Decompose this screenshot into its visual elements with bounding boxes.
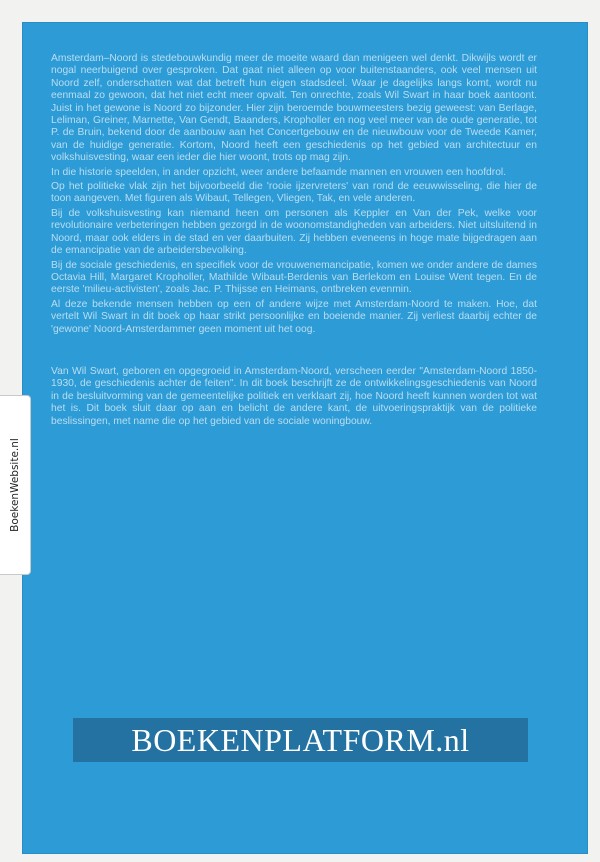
author-note: Van Wil Swart, geboren en opgegroeid in Amsterdam-Noord, verscheen eerder "Amsterdam-Noord 1850-1930, de geschiedenis achter de feiten". In dit boek beschrijft ze de ontwikkelingsgeschiedenis van Noord in de besluitvorming van de gemeentelijke politiek en verklaart zij, hoe Noord heeft kunnen worden tot wat het is. Dit boek sluit daar op aan en belicht de andere kant, de uitvoeringspraktijk van de politieke beslissingen, met name die op het gebied van de sociale woningbouw. xyxy=(51,365,537,427)
blurb-paragraph-6: Al deze bekende mensen hebben op een of andere wijze met Amsterdam-Noord te maken. Hoe, dat vertelt Wil Swart in dit boek op haar strikt persoonlijke en boeiende manier. Zij verliest daarbij echter de 'gewone' Noord-Amsterdammer geen moment uit het oog. xyxy=(51,298,537,335)
blurb-paragraph-2: In die historie speelden, in ander opzicht, weer andere befaamde mannen en vrouwen een hoofdrol. xyxy=(51,166,507,178)
blurb-paragraph-1: Amsterdam–Noord is stedebouwkundig meer de moeite waard dan menigeen wel denkt. Dikwijls wordt er nogal neerbuigend over gesproken. Dat gaat niet alleen op voor buitenstaanders, ook veel mensen uit Noord zelf, onderschatten wat dat betreft hun eigen stadsdeel. Waar je dagelijks langs komt, wordt nu eenmaal zo gewoon, dat het niet echt meer opvalt. Ten onrechte, zoals Wil Swart in haar boek aantoont. Juist in het gewone is Noord zo bijzonder. Hier zijn beroemde bouwmeesters bezig geweest: van Berlage, Leliman, Greiner, Marnette, Van Gendt, Baanders, Kropholler en nog veel meer van de oude generatie, tot P. de Bruin, bekend door de aanbouw aan het Concertgebouw en de nieuwbouw voor de Tweede Kamer, van de huidige generatie. Kortom, Noord heeft een geschiedenis op het gebied van architectuur en volkshuisvesting, waar een ieder die hier woont, trots op mag zijn. xyxy=(51,53,537,164)
blurb-paragraph-3: Op het politieke vlak zijn het bijvoorbeeld die 'rooie ijzervreters' van rond de eeuwwisseling, die hier de toon aangeven. Met figuren als Wibaut, Tellegen, Vliegen, Tak, en vele anderen. xyxy=(51,181,537,205)
blurb-paragraph-4: Bij de volkshuisvesting kan niemand heen om personen als Keppler en Van der Pek, welke voor revolutionaire verbeteringen hebben gezorgd in de woonomstandigheden van arbeiders. Niet uitsluitend in Noord, maar ook elders in de stad en ver daarbuiten. Zij hebben eveneens in hoge mate bijgedragen aan de emancipatie van de arbeidersbevolking. xyxy=(51,207,537,257)
spine-tab-label xyxy=(0,395,31,575)
blurb-paragraph-5: Bij de sociale geschiedenis, en specifiek voor de vrouwenemancipatie, komen we onder andere de dames Octavia Hill, Margaret Kropholler, Mathilde Wibaut-Berdenis van Berlekom en Louise Went tegen. En de eerste 'milieu-activisten', zoals Jac. P. Thijsse en Heimans, ontbreken evenmin. xyxy=(51,259,537,296)
blurb-text xyxy=(51,53,537,430)
watermark-text: BOEKENPLATFORM.nl xyxy=(131,721,470,758)
watermark-banner xyxy=(73,718,528,762)
spine-tab-text: BoekenWebsite.nl xyxy=(9,438,21,532)
paragraph-gap xyxy=(51,338,537,366)
